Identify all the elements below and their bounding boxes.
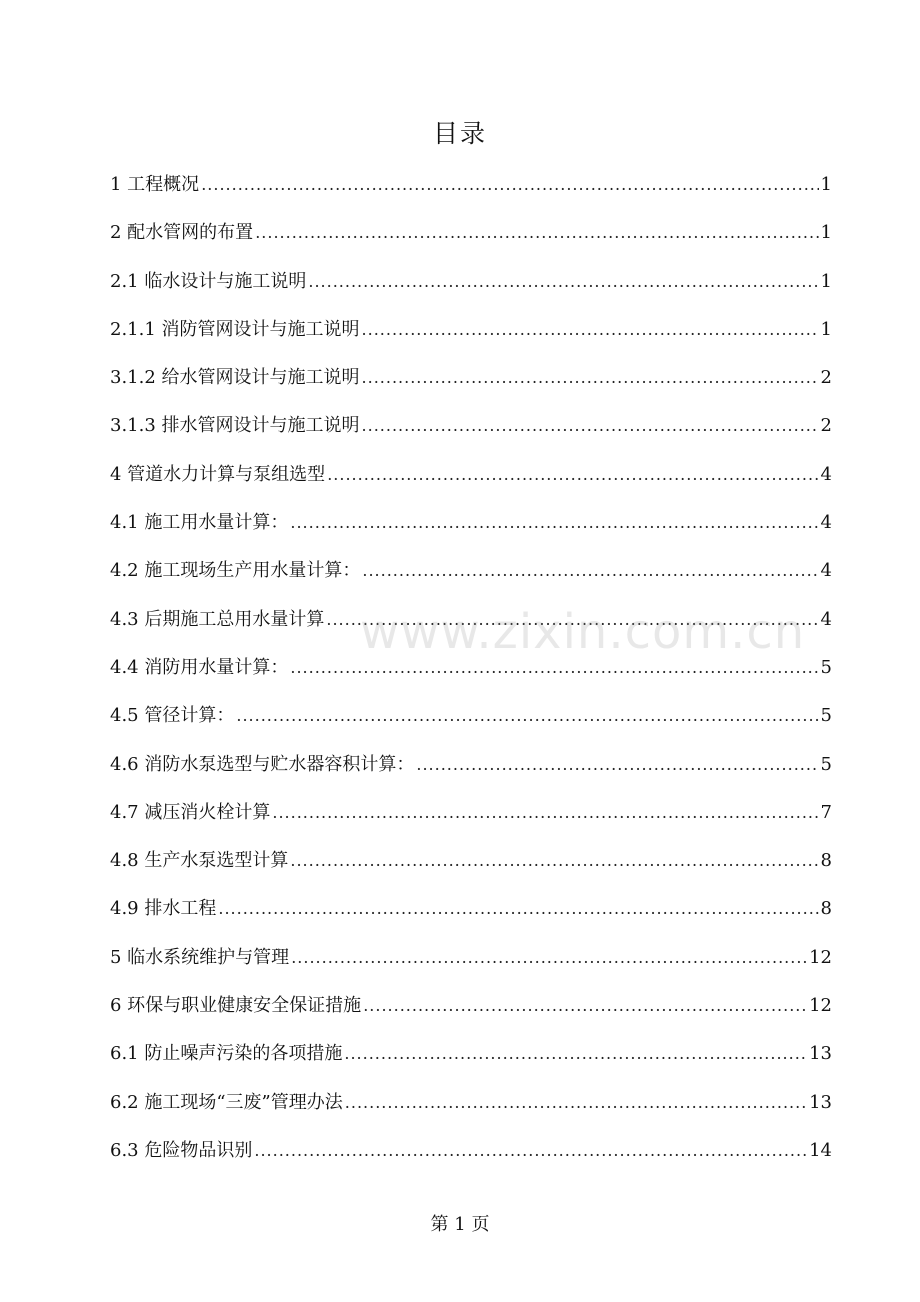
toc-entry-page-number: 4 [820, 512, 832, 534]
toc-dot-leader [362, 547, 818, 595]
toc-entry[interactable] [110, 306, 832, 354]
toc-entry[interactable] [110, 596, 832, 644]
toc-entry-page-number: 4 [820, 560, 832, 582]
toc-entry-page-number: 2 [820, 367, 832, 389]
toc-dot-leader [362, 402, 819, 450]
toc-dot-leader [416, 741, 818, 789]
toc-entry-page-number: 1 [820, 222, 832, 244]
toc-entry[interactable] [110, 885, 832, 933]
toc-dot-leader [255, 209, 818, 257]
toc-entry-label: 6.2 施工现场“三废”管理办法 [110, 1091, 343, 1113]
toc-entry[interactable] [110, 258, 832, 306]
toc-entry-page-number: 12 [809, 946, 832, 968]
toc-entry-page-number: 8 [820, 898, 832, 920]
page-number-footer: 第 1 页 [430, 1214, 490, 1235]
toc-dot-leader [254, 1127, 807, 1175]
toc-entry-label: 4.4 消防用水量计算： [110, 656, 289, 678]
toc-entry[interactable] [110, 499, 832, 547]
toc-entry[interactable] [110, 1127, 832, 1175]
toc-dot-leader [290, 499, 818, 547]
toc-entry-label: 5 临水系统维护与管理 [110, 946, 290, 968]
toc-entry-page-number: 4 [820, 608, 832, 630]
toc-entry-label: 6.1 防止噪声污染的各项措施 [110, 1043, 343, 1065]
toc-entry[interactable] [110, 644, 832, 692]
table-of-contents [110, 161, 832, 1175]
toc-dot-leader [344, 1030, 807, 1078]
toc-entry-page-number: 1 [820, 270, 832, 292]
toc-entry[interactable] [110, 982, 832, 1030]
toc-entry-page-number: 5 [820, 656, 832, 678]
toc-entry-label: 6 环保与职业健康安全保证措施 [110, 995, 362, 1017]
toc-dot-leader [236, 692, 818, 740]
toc-entry-label: 2.1 临水设计与施工说明 [110, 270, 307, 292]
toc-entry[interactable] [110, 837, 832, 885]
toc-entry-label: 4.9 排水工程 [110, 898, 217, 920]
toc-entry[interactable] [110, 161, 832, 209]
toc-entry-label: 1 工程概况 [110, 174, 200, 195]
toc-entry-page-number: 13 [809, 1043, 832, 1065]
toc-entry-label: 4.2 施工现场生产用水量计算： [110, 560, 361, 582]
toc-entry-label: 4.1 施工用水量计算： [110, 512, 289, 534]
watermark: www.zixin.com.cn [360, 604, 806, 660]
toc-entry-label: 4.5 管径计算： [110, 705, 235, 727]
toc-dot-leader [290, 837, 818, 885]
toc-entry-page-number: 8 [820, 850, 832, 872]
toc-entry-page-number: 5 [820, 705, 832, 727]
toc-entry[interactable] [110, 354, 832, 402]
toc-entry-label: 3.1.2 给水管网设计与施工说明 [110, 367, 360, 389]
toc-entry-label: 2.1.1 消防管网设计与施工说明 [110, 318, 360, 340]
toc-entry-page-number: 13 [809, 1091, 832, 1113]
toc-entry[interactable] [110, 934, 832, 982]
toc-entry-label: 4.6 消防水泵选型与贮水器容积计算： [110, 753, 415, 775]
toc-entry[interactable] [110, 789, 832, 837]
toc-dot-leader [363, 982, 807, 1030]
toc-dot-leader [362, 306, 819, 354]
toc-entry[interactable] [110, 547, 832, 595]
toc-entry[interactable] [110, 451, 832, 499]
toc-entry[interactable] [110, 209, 832, 257]
toc-dot-leader [308, 258, 818, 306]
toc-dot-leader [291, 934, 807, 982]
toc-dot-leader [272, 789, 818, 837]
toc-entry-label: 3.1.3 排水管网设计与施工说明 [110, 415, 360, 437]
toc-dot-leader [290, 644, 818, 692]
toc-entry-label: 4.8 生产水泵选型计算 [110, 850, 289, 872]
toc-dot-leader [362, 354, 819, 402]
toc-entry-page-number: 14 [809, 1139, 832, 1161]
toc-dot-leader [326, 596, 818, 644]
toc-entry[interactable] [110, 692, 832, 740]
toc-entry[interactable] [110, 402, 832, 450]
toc-entry-label: 2 配水管网的布置 [110, 222, 254, 244]
toc-entry-page-number: 1 [820, 318, 832, 340]
toc-entry-label: 4 管道水力计算与泵组选型 [110, 463, 326, 485]
toc-entry-page-number: 5 [820, 753, 832, 775]
toc-dot-leader [327, 451, 818, 499]
toc-entry-label: 4.7 减压消火栓计算 [110, 801, 271, 823]
toc-entry-page-number: 12 [809, 995, 832, 1017]
toc-dot-leader [218, 885, 818, 933]
toc-entry-label: 6.3 危险物品识别 [110, 1139, 253, 1161]
toc-entry[interactable] [110, 741, 832, 789]
toc-entry[interactable] [110, 1079, 832, 1127]
toc-entry-page-number: 7 [820, 801, 832, 823]
toc-dot-leader [345, 1079, 807, 1127]
toc-entry-page-number: 2 [820, 415, 832, 437]
page-title: 目录 [432, 119, 487, 148]
toc-entry-page-number: 4 [820, 463, 832, 485]
toc-entry-label: 4.3 后期施工总用水量计算 [110, 608, 325, 630]
toc-entry-page-number: 1 [820, 174, 832, 195]
toc-dot-leader [201, 161, 818, 209]
toc-entry[interactable] [110, 1030, 832, 1078]
